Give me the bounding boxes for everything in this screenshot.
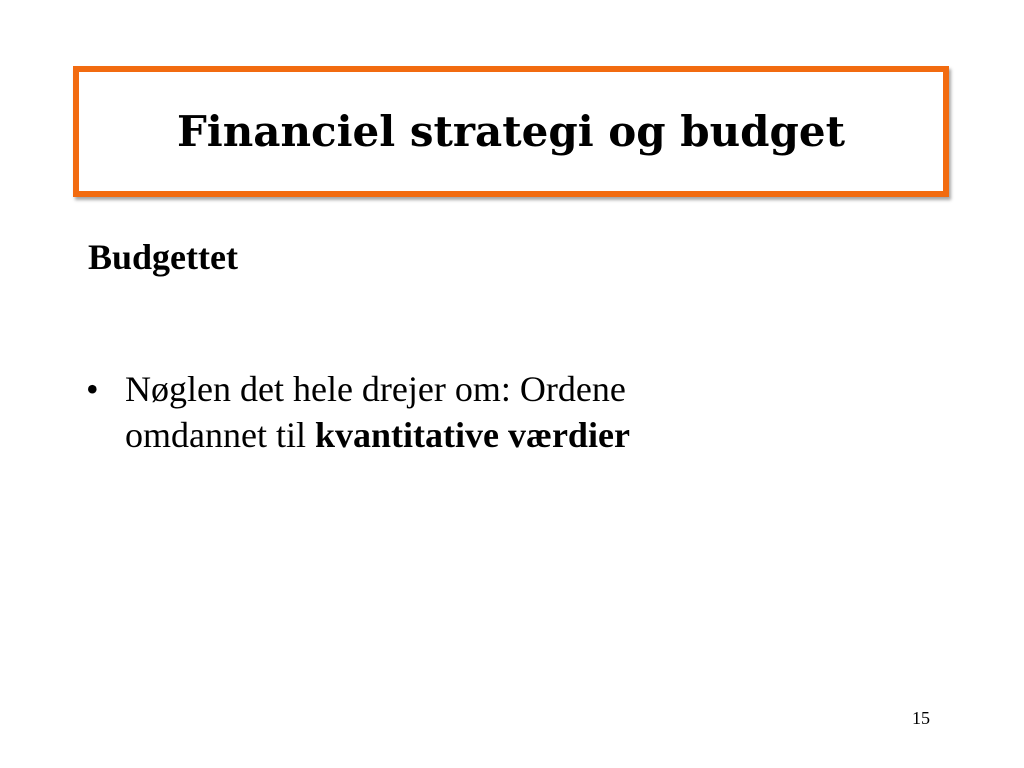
bullet-item [86, 366, 846, 458]
bullet-line-2 [125, 412, 846, 458]
bullet-line-2-bold: kvantitative værdier [314, 415, 630, 455]
slide-subheading: Budgettet [88, 237, 238, 277]
bullet-icon: • [86, 369, 99, 409]
page-number: 15 [912, 708, 930, 728]
title-box [73, 66, 949, 197]
bullet-list [86, 366, 846, 458]
slide-title: Financiel strategi og budget [176, 107, 846, 156]
bullet-line-1: Nøglen det hele drejer om: Ordene [125, 369, 626, 409]
bullet-line-2-prefix: omdannet til [125, 415, 315, 455]
